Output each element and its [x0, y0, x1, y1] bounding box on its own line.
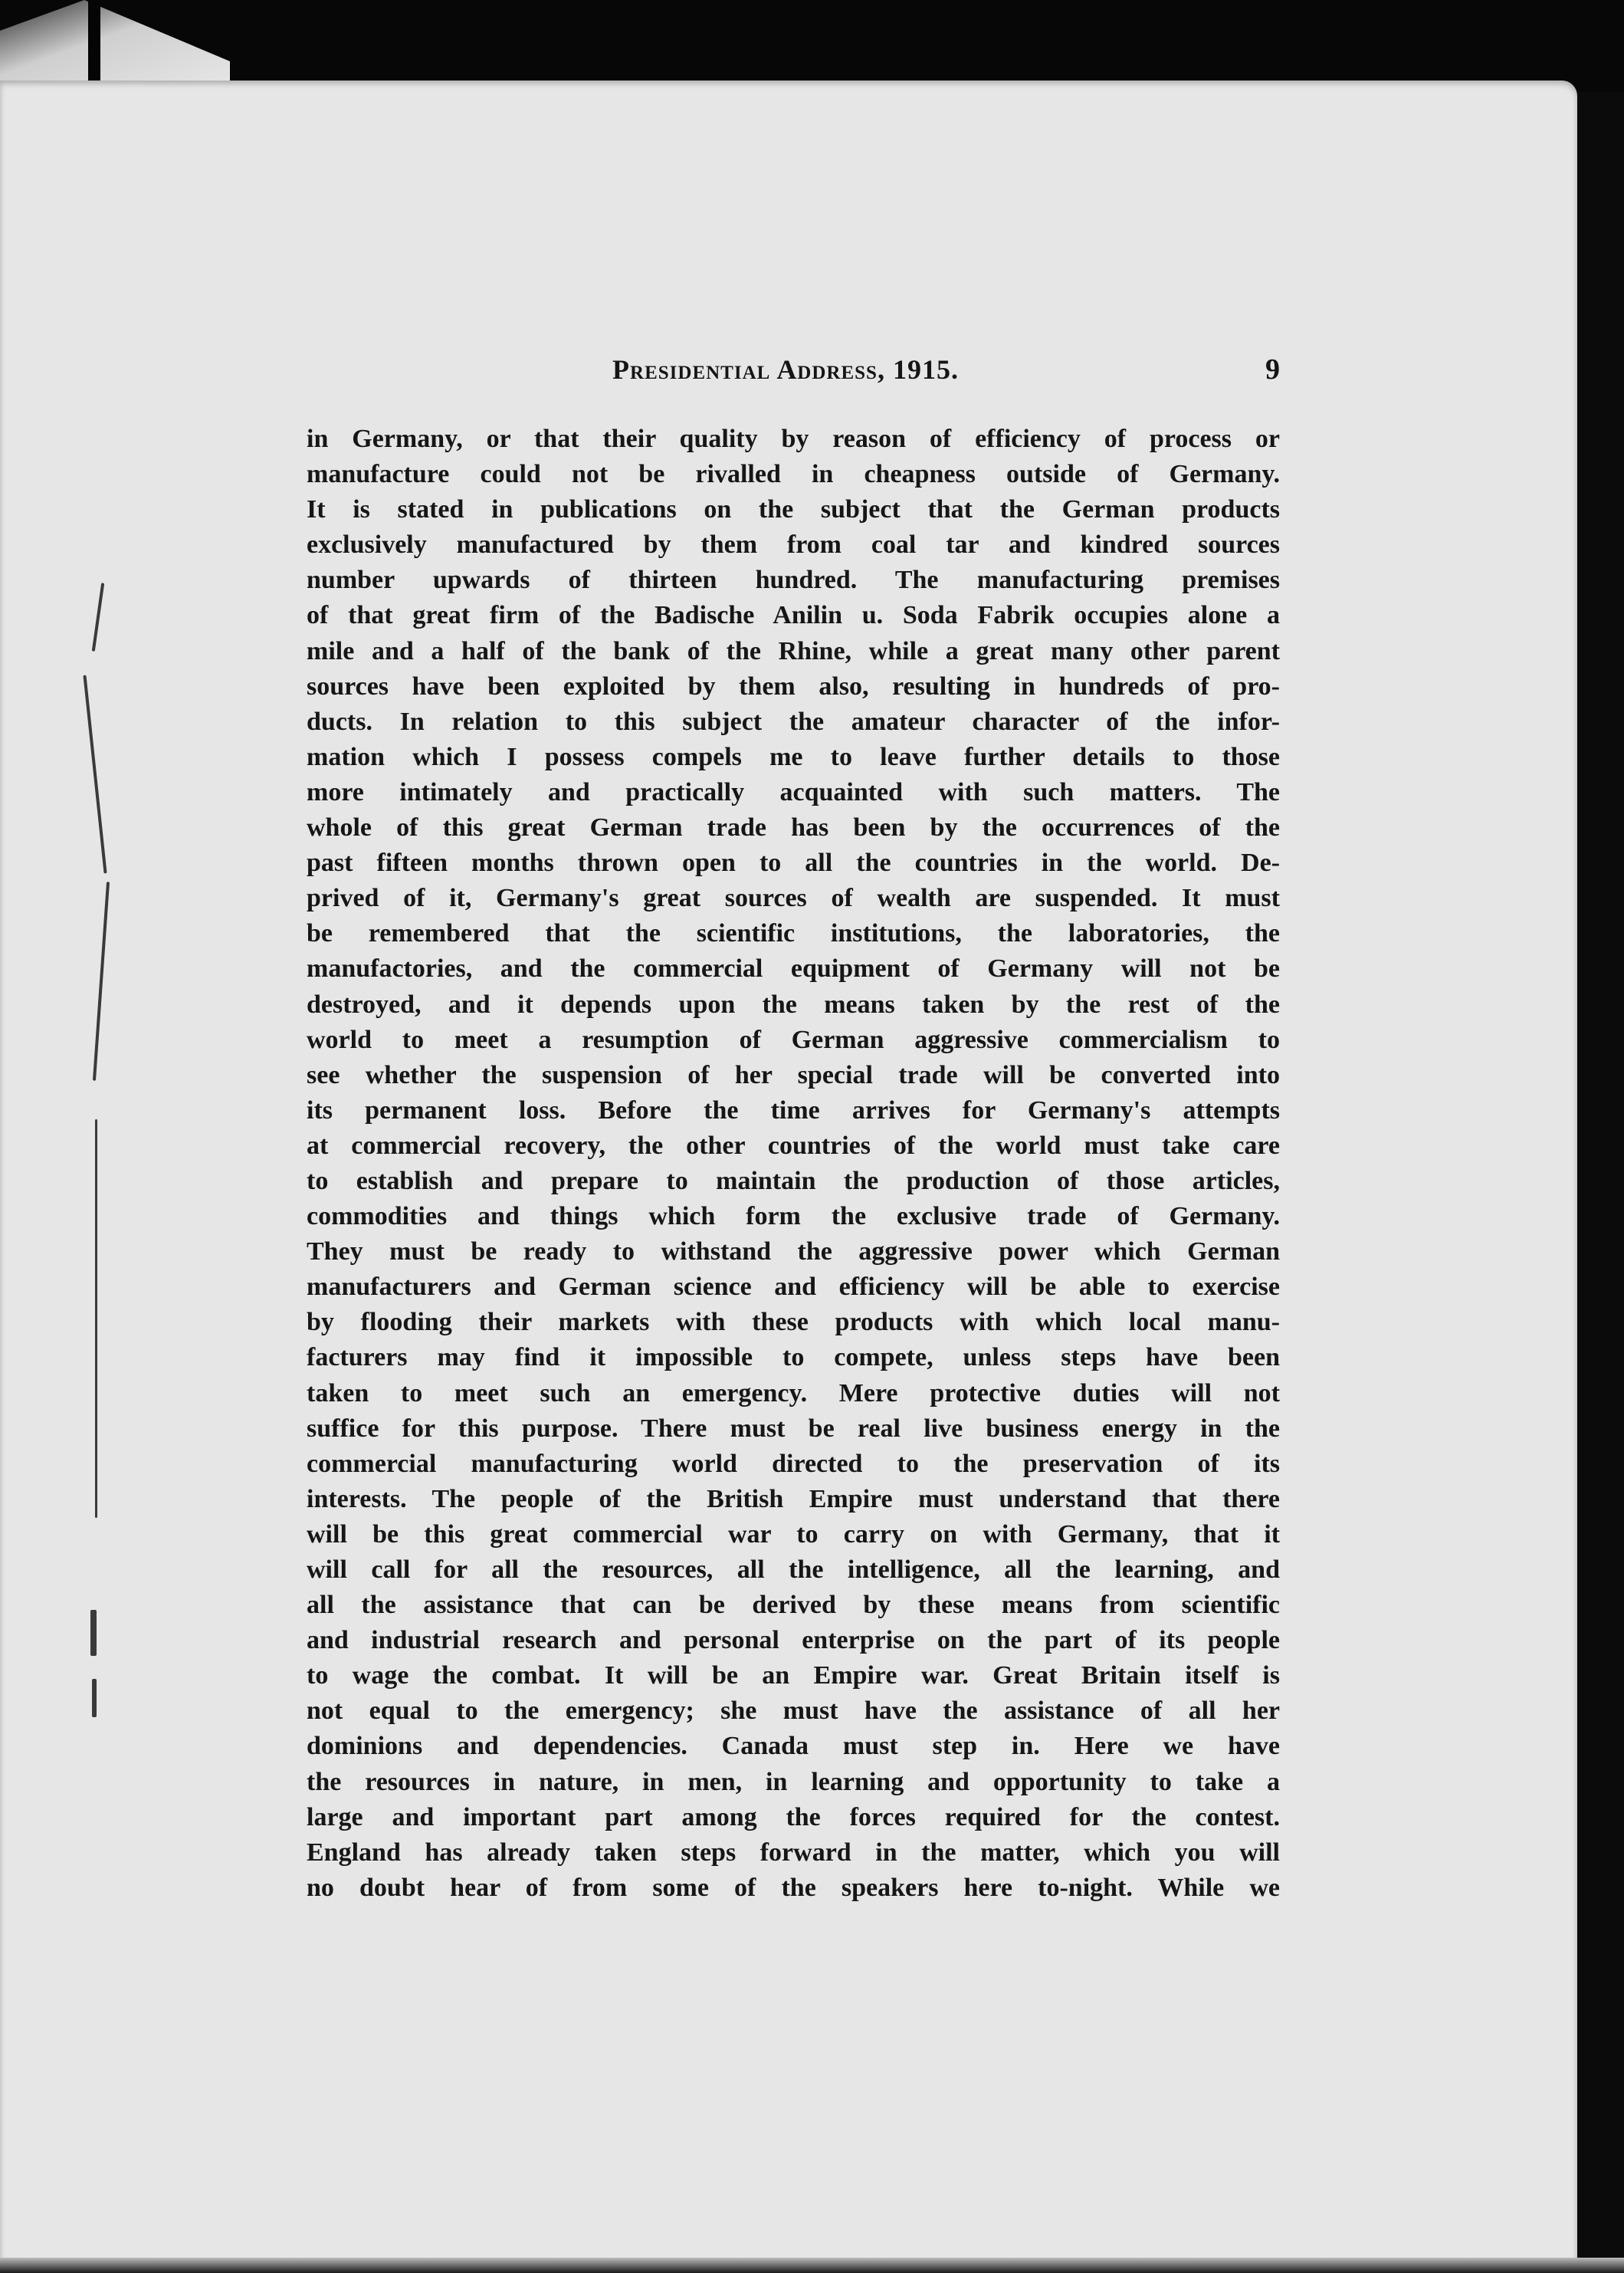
text-line: manufactories, and the commercial equipment of Germany will not be — [307, 954, 1280, 984]
text-line: will be this great commercial war to carry on with Germany, that it — [307, 1519, 1280, 1549]
text-line: at commercial recovery, the other countries of the world must take care — [307, 1131, 1280, 1160]
text-line: It is stated in publications on the subject that the German products — [307, 495, 1280, 524]
text-line: by flooding their markets with these products with which local manu- — [307, 1308, 1280, 1337]
text-line: be remembered that the scientific institutions, the laboratories, the — [307, 919, 1280, 948]
text-line: all the assistance that can be derived by these means from scientific — [307, 1591, 1280, 1620]
text-line: dominions and dependencies. Canada must step in. Here we have — [307, 1732, 1280, 1761]
gutter-mark — [92, 1679, 97, 1717]
text-line: ducts. In relation to this subject the amateur character of the infor- — [307, 707, 1280, 736]
text-line: to wage the combat. It will be an Empire war. Great Britain itself is — [307, 1661, 1280, 1690]
text-line: of that great firm of the Badische Anilin u. Soda Fabrik occupies alone a — [307, 601, 1280, 630]
text-line: will call for all the resources, all the intelligence, all the learning, and — [307, 1555, 1280, 1584]
text-line: manufacture could not be rivalled in cheapness outside of Germany. — [307, 460, 1280, 489]
text-line: its permanent loss. Before the time arrives for Germany's attempts — [307, 1095, 1280, 1125]
text-line: sources have been exploited by them also, resulting in hundreds of pro- — [307, 672, 1280, 701]
text-line: prived of it, Germany's great sources of wealth are suspended. It must — [307, 884, 1280, 913]
text-line: past fifteen months thrown open to all the countries in the world. De- — [307, 849, 1280, 878]
text-line: whole of this great German trade has been by the occurrences of the — [307, 813, 1280, 843]
text-line: and industrial research and personal enterprise on the part of its people — [307, 1626, 1280, 1655]
text-line: They must be ready to withstand the aggressive power which German — [307, 1237, 1280, 1266]
text-line: interests. The people of the British Empire must understand that there — [307, 1484, 1280, 1513]
text-line: mile and a half of the bank of the Rhine, while a great many other parent — [307, 636, 1280, 665]
scan-binding-clip — [88, 0, 100, 92]
text-line: exclusively manufactured by them from coal tar and kindred sources — [307, 530, 1280, 560]
text-line: England has already taken steps forward in the matter, which you will — [307, 1838, 1280, 1867]
text-line: manufacturers and German science and efficiency will be able to exercise — [307, 1273, 1280, 1302]
text-line: facturers may find it impossible to compete, unless steps have been — [307, 1343, 1280, 1372]
text-line: more intimately and practically acquainted with such matters. The — [307, 777, 1280, 806]
text-line: commodities and things which form the exclusive trade of Germany. — [307, 1202, 1280, 1231]
body-text — [307, 422, 1280, 1906]
gutter-mark — [90, 1610, 97, 1656]
text-line: the resources in nature, in men, in learning and opportunity to take a — [307, 1767, 1280, 1796]
text-line: in Germany, or that their quality by reason of efficiency of process or — [307, 425, 1280, 453]
text-line: not equal to the emergency; she must have the assistance of all her — [307, 1697, 1280, 1726]
text-line: see whether the suspension of her special trade will be converted into — [307, 1060, 1280, 1089]
text-line: world to meet a resumption of German aggressive commercialism to — [307, 1025, 1280, 1054]
running-head — [307, 353, 1280, 399]
scan-border-bottom — [0, 2258, 1624, 2273]
scan-border-right — [1577, 92, 1624, 2273]
running-title: Presidential Address, 1915. — [612, 354, 959, 385]
text-line: large and important part among the forces required for the contest. — [307, 1802, 1280, 1831]
text-line: no doubt hear of from some of the speakers here to-night. While we — [307, 1873, 1280, 1902]
text-line: suffice for this purpose. There must be real live business energy in the — [307, 1414, 1280, 1443]
gutter-mark — [95, 1119, 97, 1518]
text-line: destroyed, and it depends upon the means taken by the rest of the — [307, 990, 1280, 1019]
text-line: commercial manufacturing world directed to the preservation of its — [307, 1449, 1280, 1478]
page-number: 9 — [1265, 353, 1280, 386]
text-line: to establish and prepare to maintain the production of those articles, — [307, 1166, 1280, 1195]
text-line: taken to meet such an emergency. Mere protective duties will not — [307, 1378, 1280, 1407]
text-line: mation which I possess compels me to leave further details to those — [307, 742, 1280, 771]
text-line: number upwards of thirteen hundred. The manufacturing premises — [307, 566, 1280, 595]
